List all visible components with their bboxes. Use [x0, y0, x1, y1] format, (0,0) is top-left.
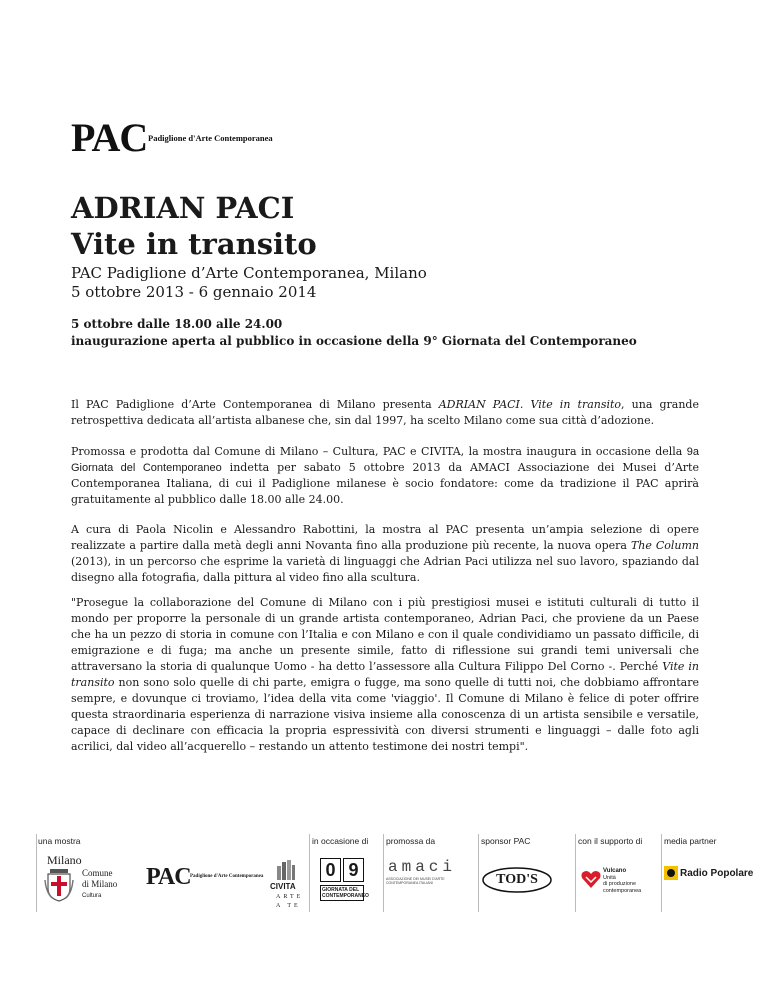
giornata-logo: 0 9 GIORNATA DEL CONTEMPORANEO: [322, 860, 369, 899]
footer-divider: [478, 834, 479, 912]
inauguration-time: 5 ottobre dalle 18.00 alle 24.00: [71, 317, 283, 331]
footer-divider: [36, 834, 37, 912]
radio-popolare-icon: [664, 866, 678, 880]
tods-logo: TOD'S: [481, 866, 553, 894]
footer-divider: [383, 834, 384, 912]
artist-title: ADRIAN PACI: [71, 191, 295, 225]
vulcano-heart-icon: [580, 868, 602, 890]
vulcano-text: Vulcano Unità di produzione contemporanea: [603, 868, 642, 894]
milano-crest-icon: [44, 868, 74, 902]
footer-label-occasione: in occasione di: [312, 836, 369, 846]
pac-logo: PAC: [71, 115, 148, 160]
footer-label-sponsor: sponsor PAC: [481, 836, 531, 846]
footer-label-promossa: promossa da: [386, 836, 436, 846]
paragraph-quote: "Prosegue la collaborazione del Comune di Milano con i più prestigiosi musei e istituti culturali di tutto il mondo per proporre la personale di un grande artista contemporaneo, Adrian Paci, che proviene da un Paese che ha un pezzo di storia in comune con l’Italia e con Milano e con il quale condividiamo un passato difficile, di emigrazione e di fuga; ma anche un presente simile, fatto di riflessione sui grandi temi universali che attraversano la storia di qualunque Uomo - ha detto l’assessore alla Cultura Filippo Del Corno -. Perché Vite in transito non sono solo quelle di chi parte, emigra o fugge, ma sono quelle di tutti noi, che dobbiamo affrontare sempre, e dovunque ci troviamo, l’idea della vita come 'viaggio'. Il Comune di Milano è felice di poter offrire questa straordinaria esperienza di narrazione visiva insieme alla conoscenza di un artista sensibile e versatile, capace di declinare con efficacia la propria espressività con diversi strumenti e linguaggi – dalle foto agli acrilici, dal video all’acquerello – restando un attento testimone dei nostri tempi".: [71, 596, 699, 753]
pac-footer-logo: PAC: [146, 864, 191, 890]
milano-wordmark: Milano: [47, 853, 82, 867]
footer-divider: [309, 834, 310, 912]
paragraph-intro: Il PAC Padiglione d’Arte Contemporanea di Milano presenta ADRIAN PACI. Vite in transito, una grande retrospettiva dedicata all’artista albanese che, sin dal 1997, ha scelto Milano come sua città d’adozione.: [71, 398, 699, 427]
radio-popolare-logo: Radio Popolare: [664, 866, 753, 880]
cultura-label: Cultura: [82, 893, 102, 899]
civita-towers-icon: [276, 860, 296, 880]
pac-logo-subtitle: Padiglione d'Arte Contemporanea: [148, 133, 273, 143]
footer-divider: [575, 834, 576, 912]
dates-line: 5 ottobre 2013 - 6 gennaio 2014: [71, 283, 317, 301]
pac-footer-subtitle: Padiglione d'Arte Contemporanea: [190, 874, 264, 879]
footer-label-mostra: una mostra: [38, 836, 81, 846]
venue-line: PAC Padiglione d’Arte Contemporanea, Milano: [71, 264, 427, 282]
civita-wordmark: CIVITA: [270, 882, 296, 891]
footer-divider: [661, 834, 662, 912]
paragraph-curators: A cura di Paola Nicolin e Alessandro Rabottini, la mostra al PAC presenta un’ampia selezione di opere realizzate a partire dalla metà degli anni Novanta fino alla produzione più recente, la nuova opera The Column (2013), in un percorso che esprime la varietà di linguaggi che Adrian Paci utilizza nel suo lavoro, spaziando dal disegno alla fotografia, dalla pittura al video fino alla scultura.: [71, 523, 699, 584]
amaci-subtitle: ASSOCIAZIONE DEI MUSEI D'ARTE CONTEMPORANEA ITALIANI: [386, 877, 445, 885]
exhibition-title: Vite in transito: [71, 227, 317, 261]
footer-label-supporto: con il supporto di: [578, 836, 643, 846]
comune-wordmark: Comune di Milano: [82, 868, 118, 889]
amaci-wordmark: amaci: [388, 858, 457, 876]
footer-label-media: media partner: [664, 836, 717, 846]
inauguration-note: inaugurazione aperta al pubblico in occasione della 9° Giornata del Contemporaneo: [71, 334, 637, 348]
civita-tagline: ARTE A TE: [276, 894, 304, 909]
paragraph-promotion: Promossa e prodotta dal Comune di Milano – Cultura, PAC e CIVITA, la mostra inaugura in occasione della 9a Giornata del Contemporaneo indetta per sabato 5 ottobre 2013 da AMACI Associazione dei Musei d’Arte Contemporanea Italiana, di cui il Padiglione milanese è socio fondatore: come da tradizione il PAC aprirà gratuitamente al pubblico dalle 18.00 alle 24.00.: [71, 445, 699, 506]
